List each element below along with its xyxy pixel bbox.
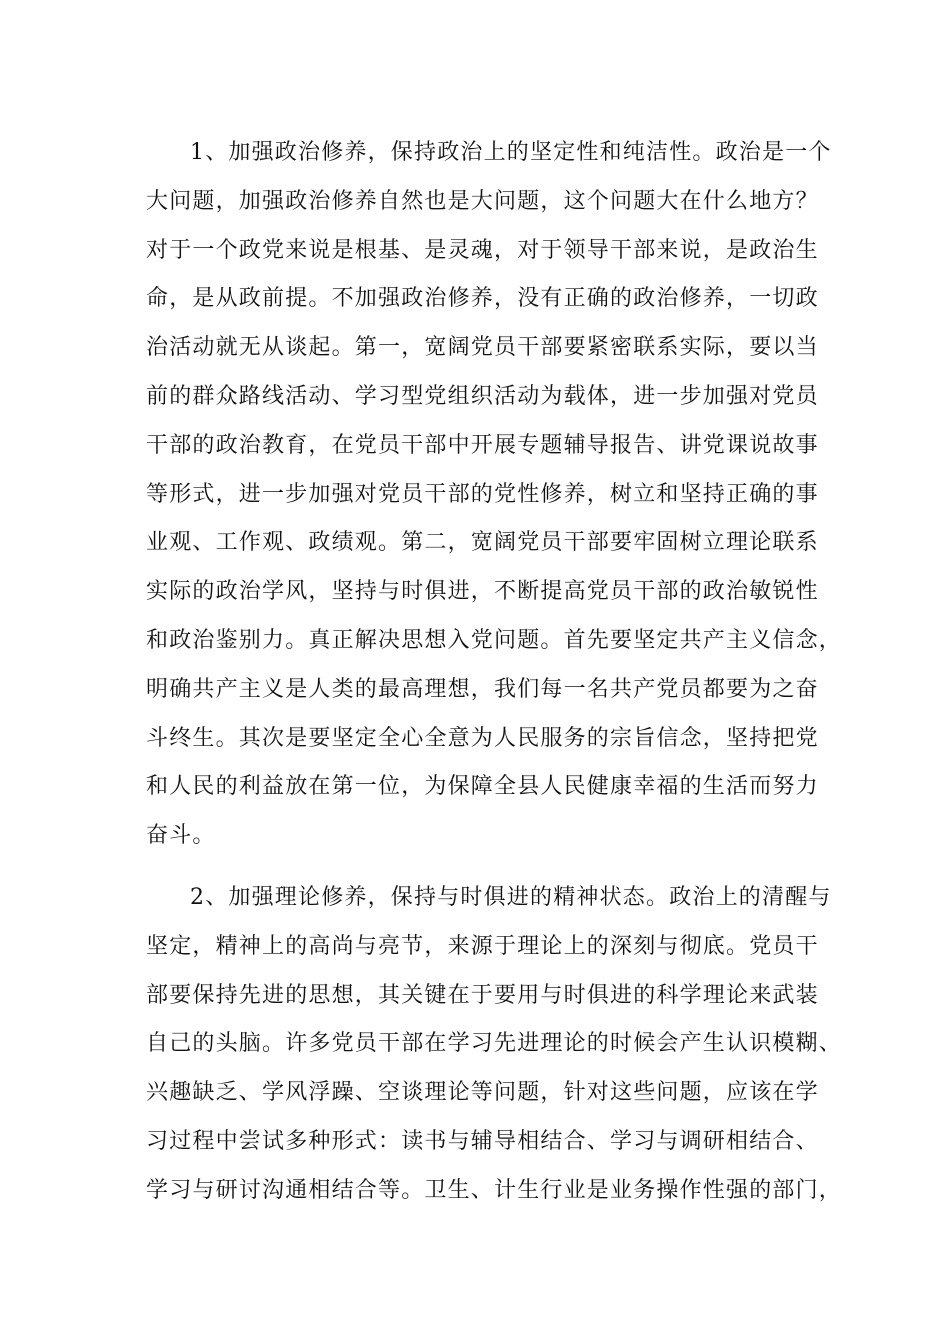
paragraph-2 [146, 874, 843, 1216]
paragraph-line: 自己的头脑。许多党员干部在学习先进理论的时候会产生认识模糊、 [146, 1031, 843, 1057]
paragraph-line: 兴趣缺乏、学风浮躁、空谈理论等问题，针对这些问题，应该在学 [146, 1080, 819, 1106]
paragraph-line: 治活动就无从谈起。第一，宽阔党员干部要紧密联系实际，要以当 [146, 335, 819, 361]
paragraph-line: 习过程中尝试多种形式：读书与辅导相结合、学习与调研相结合、 [146, 1128, 819, 1154]
paragraph-line: 和政治鉴别力。真正解决思想入党问题。首先要坚定共产主义信念， [146, 627, 843, 653]
paragraph-line: 对于一个政党来说是根基、是灵魂，对于领导干部来说，是政治生 [146, 237, 819, 263]
paragraph-line: 业观、工作观、政绩观。第二，宽阔党员干部要牢固树立理论联系 [146, 530, 819, 556]
paragraph-line: 实际的政治学风，坚持与时俱进，不断提高党员干部的政治敏锐性 [146, 579, 819, 605]
paragraph-line: 2、加强理论修养，保持与时俱进的精神状态。政治上的清醒与 [190, 885, 832, 910]
paragraph-1 [146, 129, 843, 861]
paragraph-line: 等形式，进一步加强对党员干部的党性修养，树立和坚持正确的事 [146, 481, 819, 507]
paragraph-line: 前的群众路线活动、学习型党组织活动为载体，进一步加强对党员 [146, 383, 819, 409]
paragraph-line: 和人民的利益放在第一位，为保障全县人民健康幸福的生活而努力 [146, 774, 819, 800]
paragraph-line: 1、加强政治修养，保持政治上的坚定性和纯洁性。政治是一个 [190, 140, 832, 165]
paragraph-line: 斗终生。其次是要坚定全心全意为人民服务的宗旨信念，坚持把党 [146, 725, 819, 751]
paragraph-line: 学习与研讨沟通相结合等。卫生、计生行业是业务操作性强的部门， [146, 1177, 843, 1203]
paragraph-line: 坚定，精神上的高尚与亮节，来源于理论上的深刻与彻底。党员干 [146, 933, 819, 959]
paragraph-line: 明确共产主义是人类的最高理想，我们每一名共产党员都要为之奋 [146, 676, 819, 702]
paragraph-line: 大问题，加强政治修养自然也是大问题，这个问题大在什么地方？ [146, 188, 819, 214]
paragraph-line: 干部的政治教育，在党员干部中开展专题辅导报告、讲党课说故事 [146, 432, 819, 458]
paragraph-line: 命，是从政前提。不加强政治修养，没有正确的政治修养，一切政 [146, 286, 819, 312]
paragraph-line: 奋斗。 [146, 823, 216, 849]
paragraph-line: 部要保持先进的思想，其关键在于要用与时俱进的科学理论来武装 [146, 982, 819, 1008]
